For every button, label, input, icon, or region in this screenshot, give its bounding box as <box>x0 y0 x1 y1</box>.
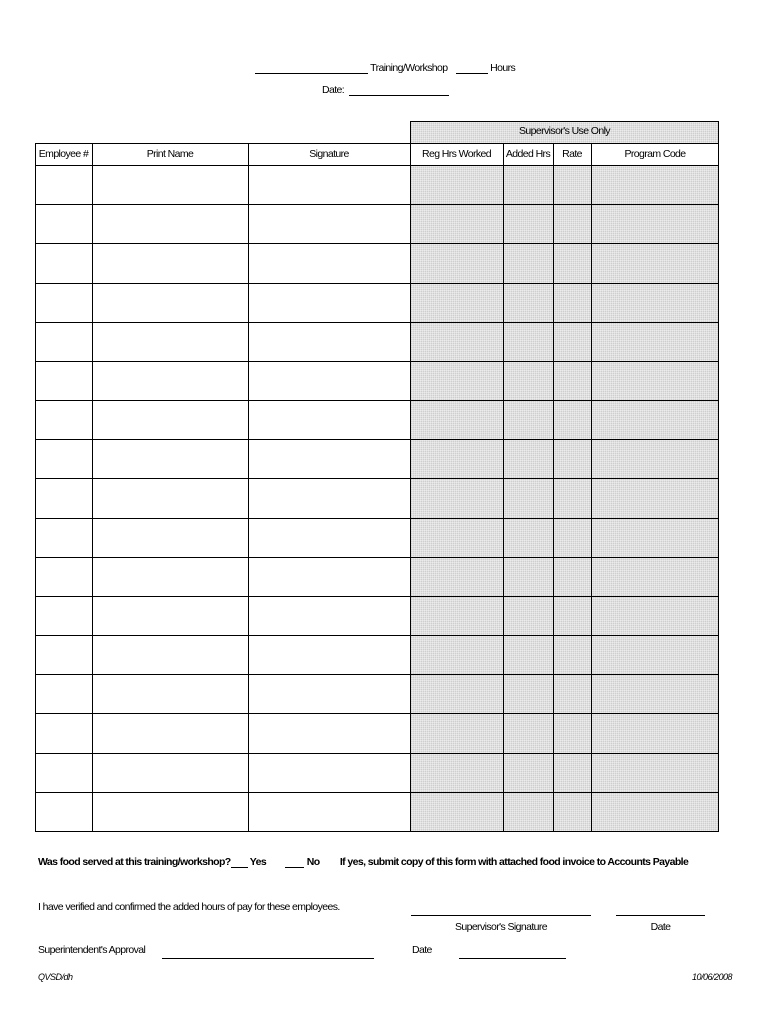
training-title-line <box>255 62 515 74</box>
yes-blank[interactable] <box>231 867 248 868</box>
cell-reg-hrs-worked[interactable] <box>410 361 503 400</box>
col-signature: Signature <box>309 148 349 160</box>
hours-blank[interactable] <box>456 73 488 74</box>
cell-signature[interactable] <box>248 322 410 361</box>
cell-print-name[interactable] <box>92 361 248 400</box>
cell-added-hrs[interactable] <box>503 283 553 322</box>
cell-program-code[interactable] <box>591 361 719 400</box>
hours-label: Hours <box>490 62 516 74</box>
cell-rate[interactable] <box>553 322 591 361</box>
cell-program-code[interactable] <box>591 439 719 478</box>
training-name-blank[interactable] <box>255 73 368 74</box>
col-program-code: Program Code <box>624 148 686 160</box>
food-question: Was food served at this training/workshop? <box>38 856 231 868</box>
cell-rate[interactable] <box>553 361 591 400</box>
cell-reg-hrs-worked[interactable] <box>410 204 503 243</box>
cell-employee-number[interactable] <box>35 243 92 282</box>
supervisor-use-only-label: Supervisor's Use Only <box>519 125 610 137</box>
cell-employee-number[interactable] <box>35 361 92 400</box>
cell-program-code[interactable] <box>591 478 719 517</box>
cell-added-hrs[interactable] <box>503 518 553 557</box>
cell-print-name[interactable] <box>92 518 248 557</box>
cell-employee-number[interactable] <box>35 518 92 557</box>
header-top-border <box>35 143 719 144</box>
cell-program-code[interactable] <box>591 400 719 439</box>
banner-top-border <box>410 121 719 122</box>
cell-added-hrs[interactable] <box>503 204 553 243</box>
cell-reg-hrs-worked[interactable] <box>410 596 503 635</box>
cell-print-name[interactable] <box>92 165 248 204</box>
cell-added-hrs[interactable] <box>503 322 553 361</box>
cell-added-hrs[interactable] <box>503 753 553 792</box>
cell-employee-number[interactable] <box>35 478 92 517</box>
cell-signature[interactable] <box>248 283 410 322</box>
cell-employee-number[interactable] <box>35 204 92 243</box>
cell-reg-hrs-worked[interactable] <box>410 753 503 792</box>
cell-signature[interactable] <box>248 478 410 517</box>
cell-print-name[interactable] <box>92 713 248 752</box>
cell-print-name[interactable] <box>92 792 248 831</box>
cell-program-code[interactable] <box>591 165 719 204</box>
cell-added-hrs[interactable] <box>503 557 553 596</box>
cell-print-name[interactable] <box>92 283 248 322</box>
cell-signature[interactable] <box>248 713 410 752</box>
cell-rate[interactable] <box>553 243 591 282</box>
cell-print-name[interactable] <box>92 243 248 282</box>
cell-rate[interactable] <box>553 518 591 557</box>
cell-print-name[interactable] <box>92 557 248 596</box>
cell-rate[interactable] <box>553 792 591 831</box>
cell-signature[interactable] <box>248 792 410 831</box>
superintendent-date-label: Date <box>412 944 432 956</box>
col-reg-hrs-worked: Reg Hrs Worked <box>421 148 491 160</box>
cell-program-code[interactable] <box>591 596 719 635</box>
date-line <box>322 84 449 96</box>
form-date: 10/06/2008 <box>691 972 732 982</box>
cell-reg-hrs-worked[interactable] <box>410 400 503 439</box>
cell-employee-number[interactable] <box>35 792 92 831</box>
cell-program-code[interactable] <box>591 322 719 361</box>
form-code: QVSD/dh <box>38 972 73 982</box>
cell-reg-hrs-worked[interactable] <box>410 283 503 322</box>
cell-program-code[interactable] <box>591 283 719 322</box>
cell-signature[interactable] <box>248 557 410 596</box>
cell-print-name[interactable] <box>92 635 248 674</box>
date-label: Date: <box>322 84 345 96</box>
cell-signature[interactable] <box>248 596 410 635</box>
cell-reg-hrs-worked[interactable] <box>410 439 503 478</box>
attendance-table <box>35 121 719 831</box>
cell-signature[interactable] <box>248 165 410 204</box>
cell-print-name[interactable] <box>92 322 248 361</box>
cell-added-hrs[interactable] <box>503 713 553 752</box>
cell-rate[interactable] <box>553 596 591 635</box>
cell-employee-number[interactable] <box>35 674 92 713</box>
cell-print-name[interactable] <box>92 674 248 713</box>
cell-program-code[interactable] <box>591 753 719 792</box>
cell-rate[interactable] <box>553 713 591 752</box>
cell-rate[interactable] <box>553 635 591 674</box>
cell-added-hrs[interactable] <box>503 792 553 831</box>
cell-reg-hrs-worked[interactable] <box>410 713 503 752</box>
cell-added-hrs[interactable] <box>503 674 553 713</box>
cell-employee-number[interactable] <box>35 400 92 439</box>
cell-employee-number[interactable] <box>35 322 92 361</box>
cell-added-hrs[interactable] <box>503 478 553 517</box>
no-label: No <box>306 856 320 868</box>
cell-program-code[interactable] <box>591 243 719 282</box>
cell-rate[interactable] <box>553 674 591 713</box>
cell-program-code[interactable] <box>591 204 719 243</box>
cell-signature[interactable] <box>248 518 410 557</box>
cell-employee-number[interactable] <box>35 596 92 635</box>
cell-reg-hrs-worked[interactable] <box>410 478 503 517</box>
cell-program-code[interactable] <box>591 713 719 752</box>
food-question-line <box>38 856 688 868</box>
cell-signature[interactable] <box>248 243 410 282</box>
cell-signature[interactable] <box>248 753 410 792</box>
col-employee-number: Employee # <box>38 148 89 160</box>
cell-added-hrs[interactable] <box>503 243 553 282</box>
cell-employee-number[interactable] <box>35 283 92 322</box>
supervisor-signature-line[interactable] <box>411 915 591 916</box>
supervisor-date-label: Date <box>650 921 671 933</box>
col-rate: Rate <box>562 148 582 160</box>
cell-reg-hrs-worked[interactable] <box>410 792 503 831</box>
cell-rate[interactable] <box>553 165 591 204</box>
superintendent-date-line[interactable] <box>459 958 566 959</box>
cell-print-name[interactable] <box>92 596 248 635</box>
cell-program-code[interactable] <box>591 557 719 596</box>
yes-label: Yes <box>249 856 267 868</box>
cell-program-code[interactable] <box>591 635 719 674</box>
food-instruction: If yes, submit copy of this form with attached food invoice to Accounts Payable <box>339 856 689 868</box>
cell-reg-hrs-worked[interactable] <box>410 518 503 557</box>
cell-reg-hrs-worked[interactable] <box>410 165 503 204</box>
cell-signature[interactable] <box>248 674 410 713</box>
cell-employee-number[interactable] <box>35 557 92 596</box>
cell-signature[interactable] <box>248 635 410 674</box>
col-added-hrs: Added Hrs <box>505 148 551 160</box>
cell-print-name[interactable] <box>92 400 248 439</box>
cell-added-hrs[interactable] <box>503 439 553 478</box>
cell-signature[interactable] <box>248 204 410 243</box>
cell-added-hrs[interactable] <box>503 596 553 635</box>
cell-program-code[interactable] <box>591 518 719 557</box>
cell-reg-hrs-worked[interactable] <box>410 674 503 713</box>
cell-rate[interactable] <box>553 557 591 596</box>
cell-print-name[interactable] <box>92 753 248 792</box>
cell-rate[interactable] <box>553 753 591 792</box>
verification-text: I have verified and confirmed the added hours of pay for these employees. <box>38 901 340 913</box>
cell-added-hrs[interactable] <box>503 165 553 204</box>
cell-print-name[interactable] <box>92 439 248 478</box>
cell-print-name[interactable] <box>92 478 248 517</box>
col-print-name: Print Name <box>146 148 194 160</box>
superintendent-signature-line[interactable] <box>162 958 374 959</box>
cell-print-name[interactable] <box>92 204 248 243</box>
cell-program-code[interactable] <box>591 674 719 713</box>
training-workshop-label: Training/Workshop <box>370 62 448 74</box>
cell-signature[interactable] <box>248 361 410 400</box>
cell-reg-hrs-worked[interactable] <box>410 557 503 596</box>
cell-employee-number[interactable] <box>35 753 92 792</box>
supervisor-signature-label: Supervisor's Signature <box>454 921 548 933</box>
cell-added-hrs[interactable] <box>503 361 553 400</box>
cell-employee-number[interactable] <box>35 439 92 478</box>
superintendent-approval-label: Superintendent's Approval <box>38 944 146 956</box>
cell-rate[interactable] <box>553 204 591 243</box>
cell-rate[interactable] <box>553 283 591 322</box>
cell-employee-number[interactable] <box>35 635 92 674</box>
cell-rate[interactable] <box>553 478 591 517</box>
cell-reg-hrs-worked[interactable] <box>410 243 503 282</box>
cell-program-code[interactable] <box>591 792 719 831</box>
cell-rate[interactable] <box>553 439 591 478</box>
cell-reg-hrs-worked[interactable] <box>410 322 503 361</box>
cell-reg-hrs-worked[interactable] <box>410 635 503 674</box>
cell-rate[interactable] <box>553 400 591 439</box>
date-blank[interactable] <box>349 95 449 96</box>
cell-signature[interactable] <box>248 400 410 439</box>
no-blank[interactable] <box>285 867 304 868</box>
cell-added-hrs[interactable] <box>503 635 553 674</box>
cell-employee-number[interactable] <box>35 165 92 204</box>
supervisor-date-line[interactable] <box>616 915 705 916</box>
row-divider <box>35 831 719 832</box>
cell-signature[interactable] <box>248 439 410 478</box>
cell-employee-number[interactable] <box>35 713 92 752</box>
cell-added-hrs[interactable] <box>503 400 553 439</box>
